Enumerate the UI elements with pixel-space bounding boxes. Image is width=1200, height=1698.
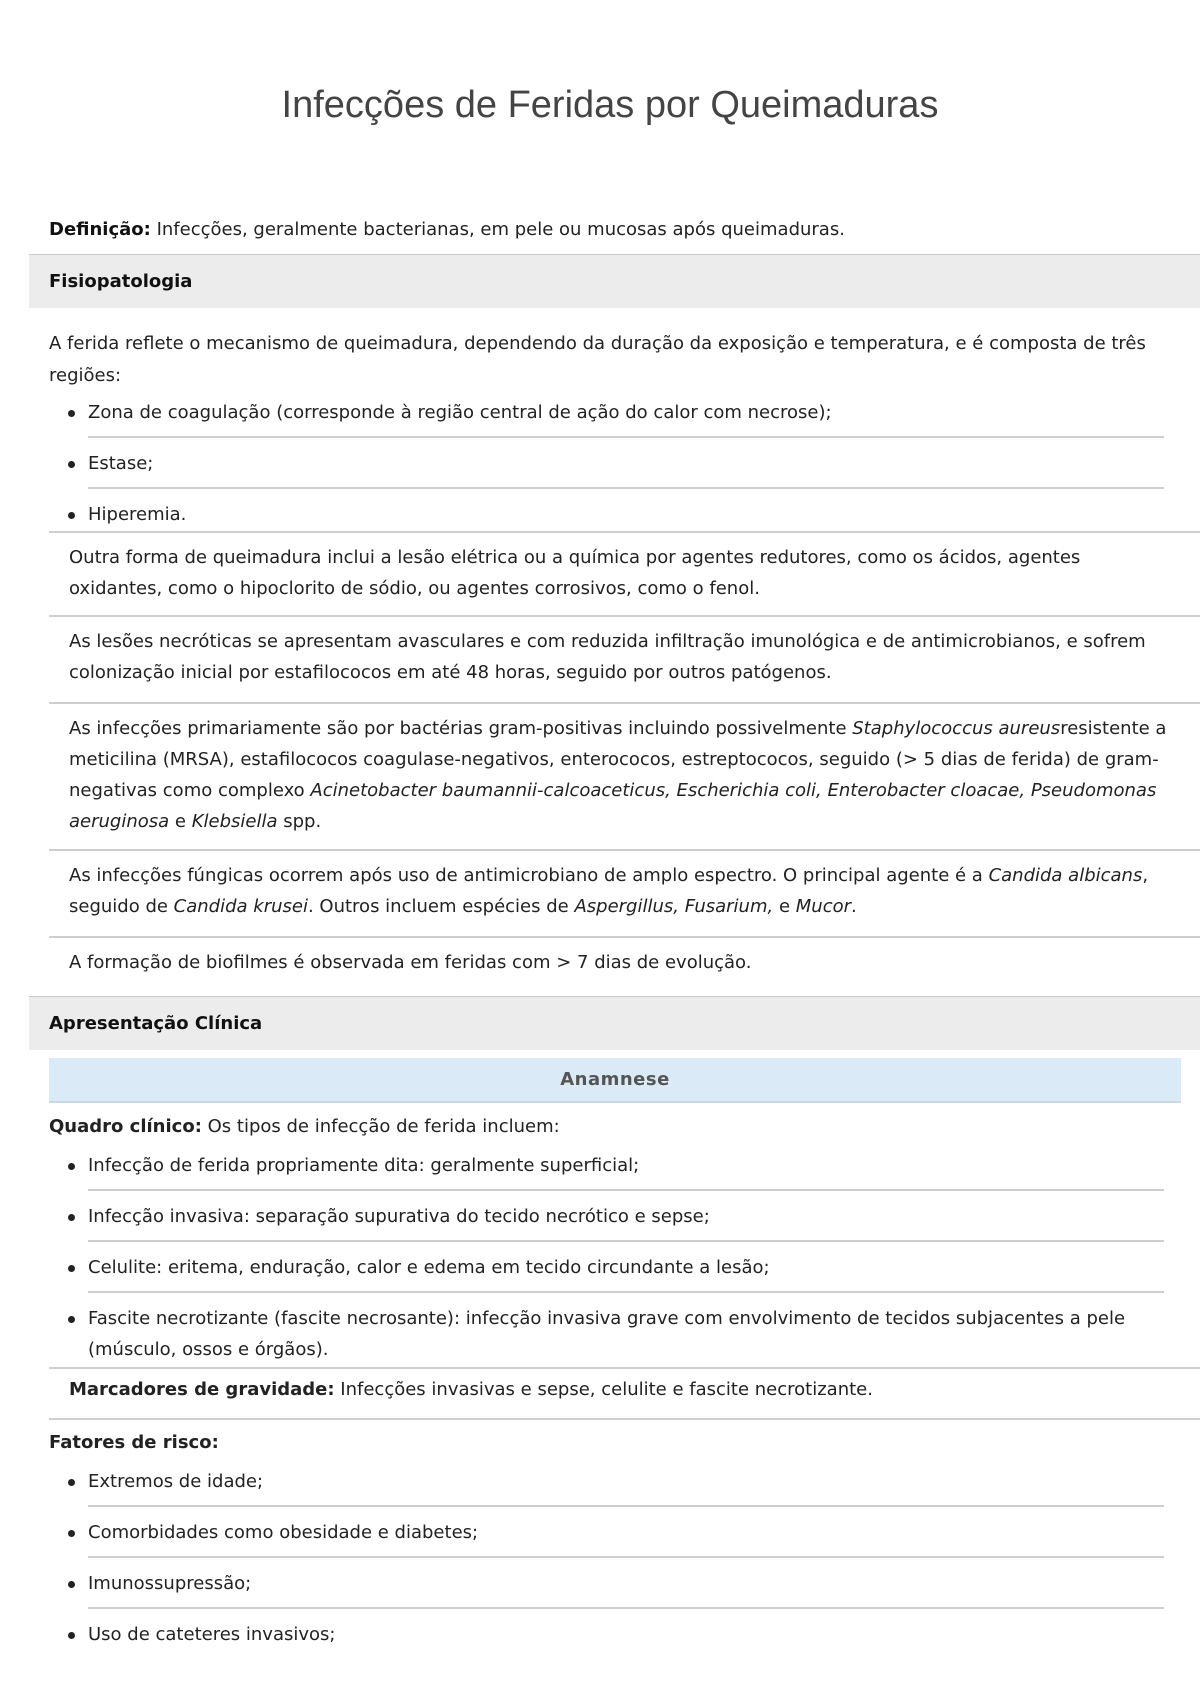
list-item-text: Comorbidades como obesidade e diabetes; xyxy=(88,1522,479,1543)
list-item xyxy=(88,1568,1164,1609)
quadro-clinico xyxy=(29,1112,1200,1142)
bullet-icon xyxy=(68,1479,75,1486)
severity-markers xyxy=(49,1367,1200,1420)
risk-factors-label: Fatores de risco: xyxy=(49,1432,219,1453)
document-body xyxy=(29,216,1200,1651)
text-run: . xyxy=(851,896,857,917)
section-header-fisiopatologia: Fisiopatologia xyxy=(29,255,1200,308)
list-item xyxy=(88,1517,1164,1558)
list-item-text: Hiperemia. xyxy=(88,504,187,525)
risk-factors-heading xyxy=(29,1428,1200,1458)
bullet-icon xyxy=(68,461,75,468)
bullet-icon xyxy=(68,1163,75,1170)
organism-name: Acinetobacter baumannii-calcoaceticus, Escherichia coli, Enterobacter cloacae, Pseudomonas aeruginosa xyxy=(69,780,1157,832)
text-run: As infecções fúngicas ocorrem após uso de antimicrobiano de amplo espectro. O principal agente é a xyxy=(69,865,989,886)
fisiopatologia-intro: A ferida reflete o mecanismo de queimadura, dependendo da duração da exposição e temperatura, e é composta de três regiões: xyxy=(49,333,1146,386)
paragraph-necrotic-lesions: As lesões necróticas se apresentam avasculares e com reduzida infiltração imunológica e de antimicrobianos, e sofrem colonização inicial por estafilococos em até 48 horas, seguido por outros patógenos. xyxy=(49,615,1200,702)
organism-name: Mucor xyxy=(795,896,851,917)
organism-name: Aspergillus, Fusarium, xyxy=(574,896,774,917)
section-header-apresentacao-clinica: Apresentação Clínica xyxy=(29,996,1200,1050)
paragraph-bacterial-infections xyxy=(49,702,1200,849)
organism-name: Klebsiella xyxy=(191,811,278,832)
paragraph-other-forms: Outra forma de queimadura inclui a lesão elétrica ou a química por agentes redutores, como os ácidos, agentes oxidantes, como o hipoclorito de sódio, ou agentes corrosivos, como o fenol. xyxy=(49,531,1200,615)
organism-name: Candida albicans xyxy=(988,865,1143,886)
page-title: Infecções de Feridas por Queimaduras xyxy=(281,84,939,126)
definition-text: Infecções, geralmente bacterianas, em pele ou mucosas após queimaduras. xyxy=(156,219,845,240)
list-item xyxy=(88,448,1164,489)
list-item xyxy=(88,1201,1164,1242)
list-item xyxy=(88,1303,1200,1367)
regions-list xyxy=(29,397,1200,531)
quadro-clinico-text: Os tipos de infecção de ferida incluem: xyxy=(207,1116,560,1137)
organism-name: Staphylococcus aureus xyxy=(852,718,1061,739)
severity-markers-text: Infecções invasivas e sepse, celulite e fascite necrotizante. xyxy=(340,1379,873,1400)
bullet-icon xyxy=(68,1214,75,1221)
bullet-icon xyxy=(68,1316,75,1323)
text-run: , seguido de xyxy=(69,865,1149,917)
list-item-text: Infecção invasiva: separação supurativa do tecido necrótico e sepse; xyxy=(88,1206,710,1227)
bullet-icon xyxy=(68,1581,75,1588)
list-item-text: Celulite: eritema, enduração, calor e edema em tecido circundante a lesão; xyxy=(88,1257,770,1278)
list-item-text: Imunossupressão; xyxy=(88,1573,252,1594)
paragraph-biofilm: A formação de biofilmes é observada em feridas com > 7 dias de evolução. xyxy=(49,936,1200,996)
list-item-text: Zona de coagulação (corresponde à região central de ação do calor com necrose); xyxy=(88,402,832,423)
bullet-icon xyxy=(68,512,75,519)
bullet-icon xyxy=(68,410,75,417)
quadro-clinico-label: Quadro clínico: xyxy=(49,1116,202,1137)
paragraph-fungal-infections xyxy=(49,849,1200,936)
text-run: resistente a meticilina (MRSA), estafilococos coagulase-negativos, enterococos, estreptococos, seguido (> 5 dias de ferida) de gram-negativas como complexo xyxy=(69,718,1167,801)
text-run: . Outros incluem espécies de xyxy=(307,896,575,917)
severity-markers-label: Marcadores de gravidade: xyxy=(69,1379,335,1400)
list-item-text: Fascite necrotizante (fascite necrosante): infecção invasiva grave com envolvimento de tecidos subjacentes a pele (músculo, ossos e órgãos). xyxy=(88,1308,1126,1360)
list-item xyxy=(88,1252,1164,1293)
text-run: spp. xyxy=(277,811,322,832)
text-run: e xyxy=(773,896,796,917)
list-item-text: Estase; xyxy=(88,453,154,474)
text-run: e xyxy=(169,811,192,832)
infection-types-list xyxy=(29,1150,1200,1367)
list-item-text: Uso de cateteres invasivos; xyxy=(88,1624,336,1645)
bullet-icon xyxy=(68,1265,75,1272)
list-item xyxy=(88,1619,1200,1651)
list-item xyxy=(88,1466,1164,1507)
text-run: As infecções primariamente são por bactérias gram-positivas incluindo possivelmente xyxy=(69,718,853,739)
definition-label: Definição: xyxy=(49,219,151,240)
list-item xyxy=(88,499,1200,531)
bullet-icon xyxy=(68,1530,75,1537)
list-item xyxy=(88,397,1164,438)
bullet-icon xyxy=(68,1632,75,1639)
risk-factors-list xyxy=(29,1466,1200,1651)
list-item-text: Infecção de ferida propriamente dita: geralmente superficial; xyxy=(88,1155,640,1176)
definition xyxy=(29,216,1200,255)
subsection-header-anamnese: Anamnese xyxy=(49,1058,1181,1103)
list-item xyxy=(88,1150,1164,1191)
list-item-text: Extremos de idade; xyxy=(88,1471,264,1492)
organism-name: Candida krusei xyxy=(173,896,308,917)
